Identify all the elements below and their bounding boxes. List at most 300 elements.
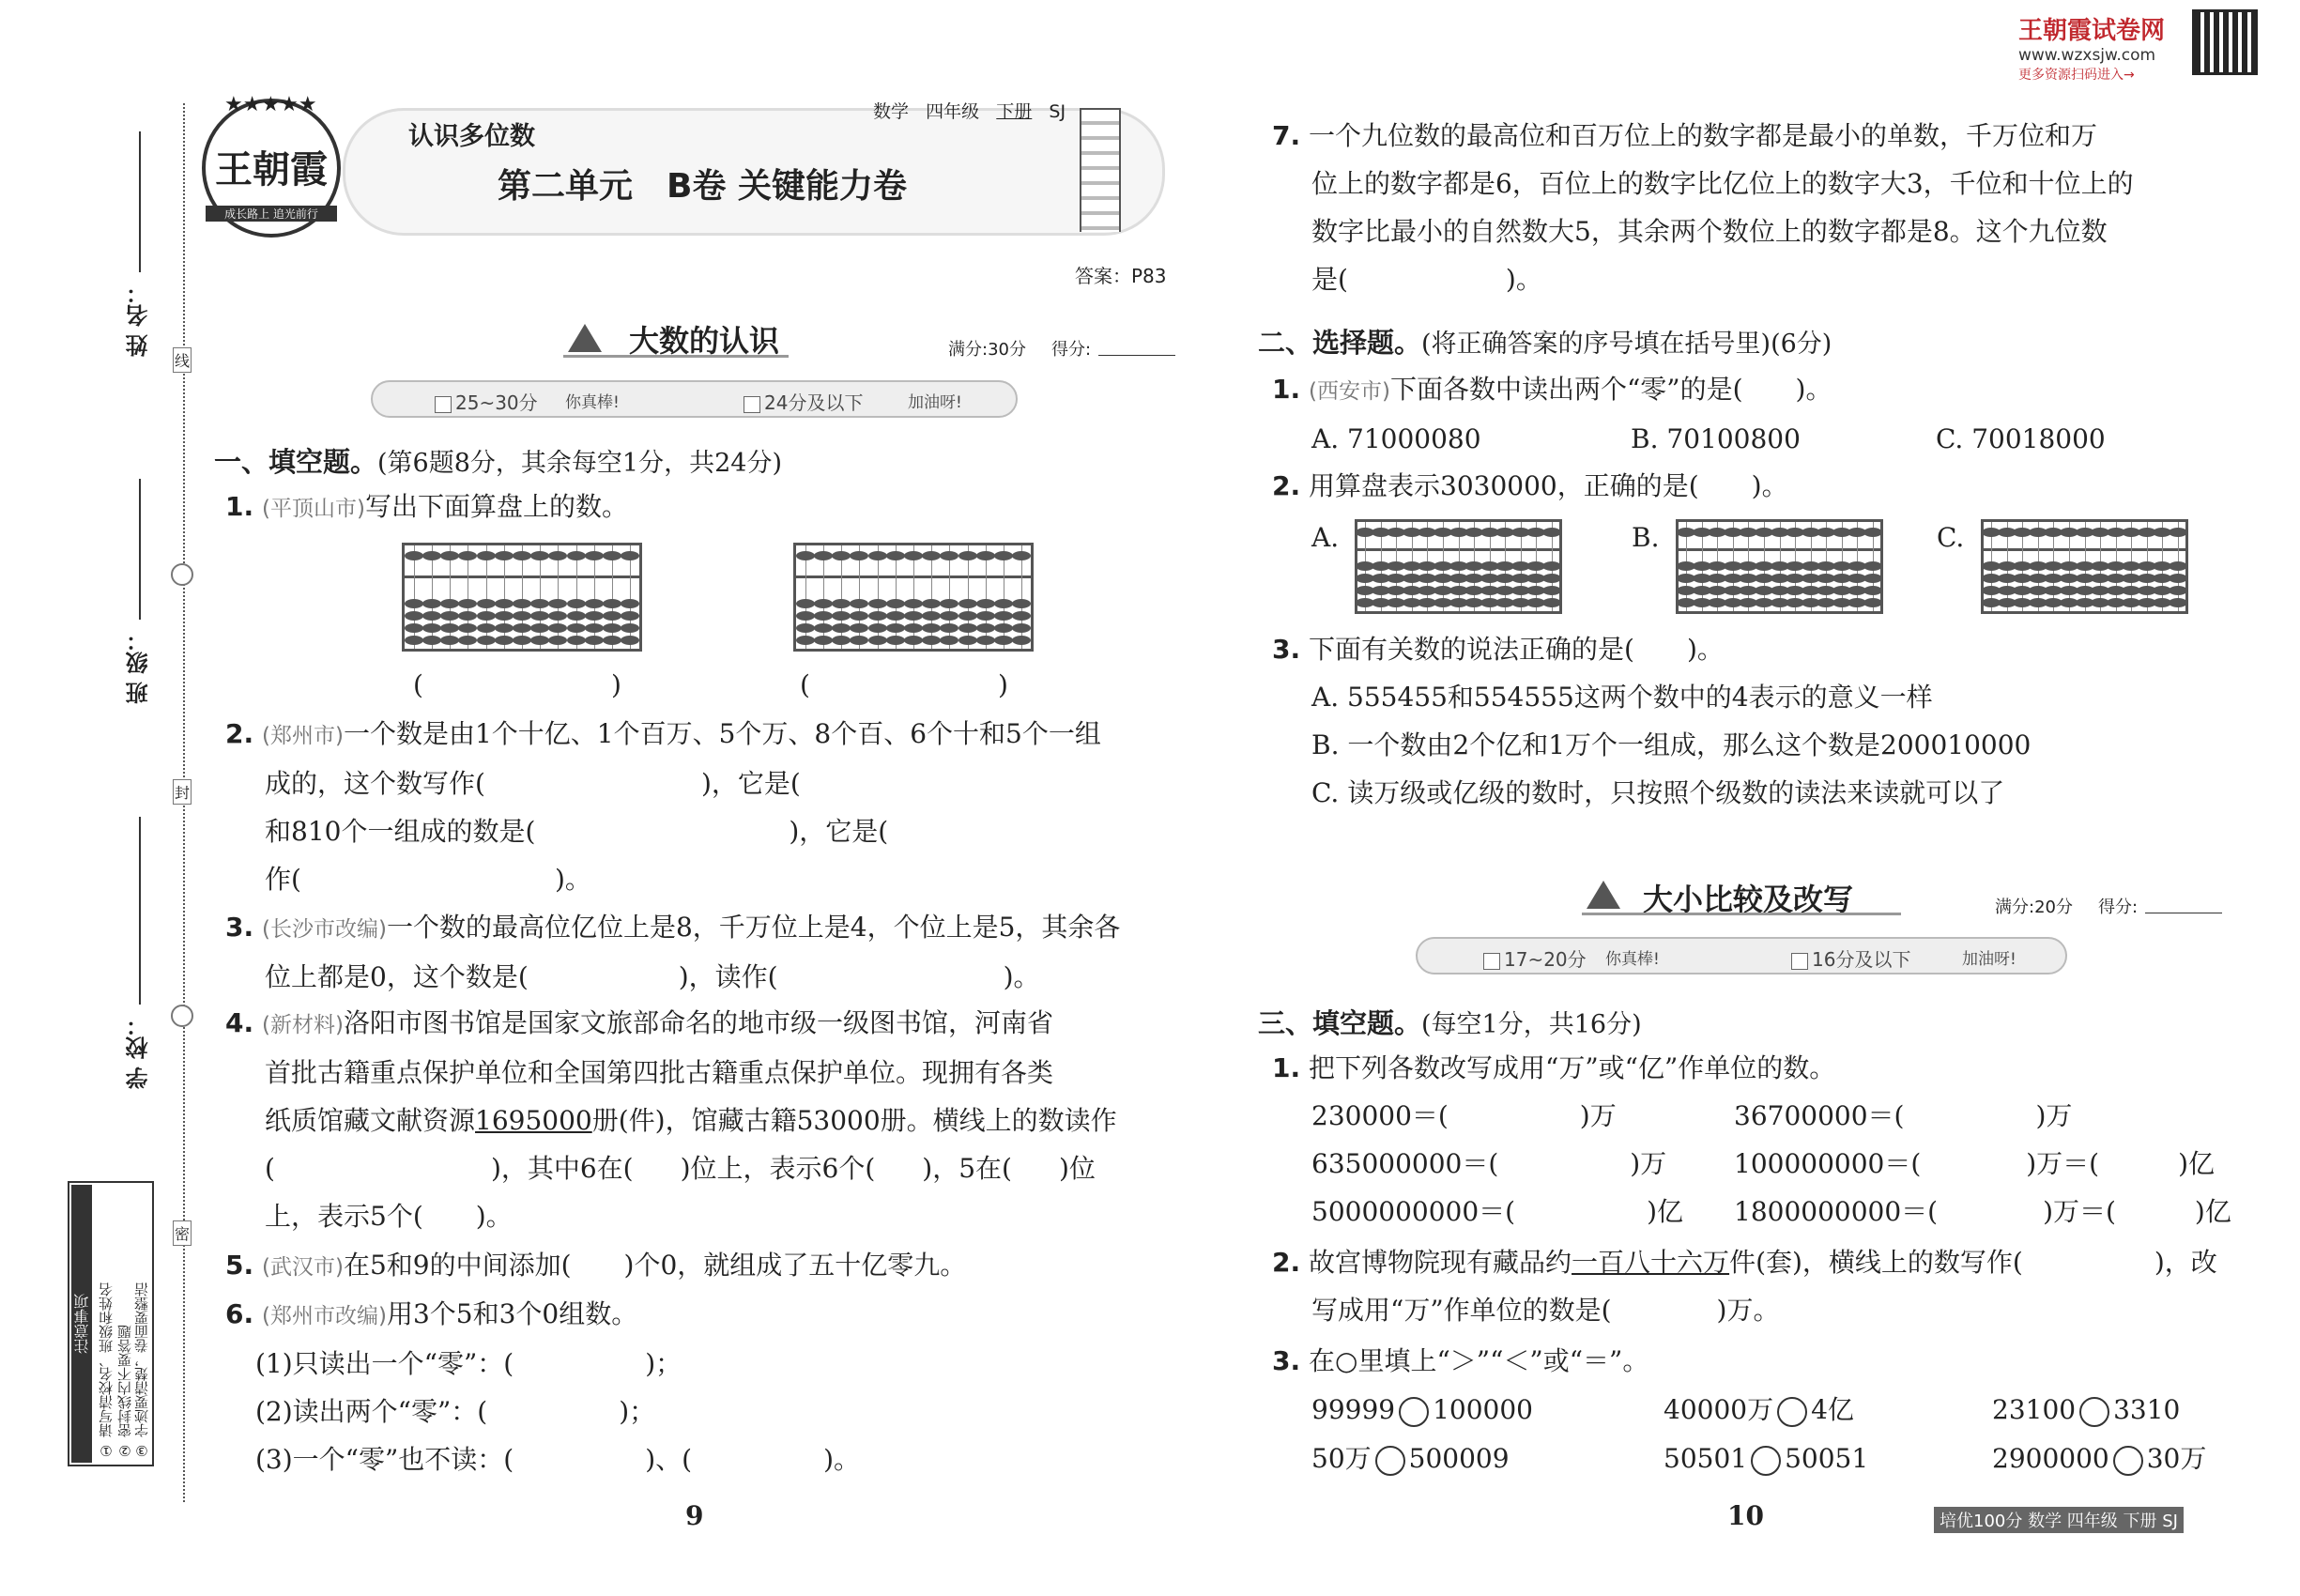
q-text: 用算盘表示3030000，正确的是( )。 (1309, 470, 1788, 501)
logo-badge (202, 93, 341, 238)
abacus-bead (832, 623, 851, 633)
q-text: 位上的数字都是6，百位上的数字比亿位上的数字大3，千位和十位上的 (1311, 168, 2134, 199)
abacus-bead (621, 611, 639, 621)
q-text: 下面各数中读出两个“零”的是( )。 (1389, 374, 1832, 405)
header-tags (873, 98, 1066, 123)
abacus-bead (850, 623, 868, 633)
score-input[interactable] (1098, 355, 1175, 356)
compare-left: 99999 (1311, 1394, 1396, 1425)
abacus-bead (814, 623, 833, 633)
abacus-bead (1542, 598, 1561, 607)
abacus-bead (621, 551, 639, 560)
q-text: 一个九位数的最高位和百万位上的数字都是最小的单数，千万位和万 (1309, 120, 2098, 151)
part3-note: (每空1分，共16分) (1421, 1010, 1642, 1039)
abacus-bead (422, 611, 441, 621)
abacus-bead (886, 623, 905, 633)
abacus-bead (548, 611, 567, 621)
f2 (1272, 1244, 2217, 1329)
abacus-bead (886, 599, 905, 608)
brand-url[interactable]: www.wzxsjw.com (2018, 46, 2156, 65)
abacus-bead (513, 623, 531, 633)
compare-right: 50051 (1785, 1443, 1869, 1474)
checkbox[interactable] (1791, 953, 1808, 970)
q-text: 故宫博物院现有藏品约 (1309, 1247, 1572, 1278)
score-band-pill (371, 380, 1018, 418)
abacus-bead (904, 623, 923, 633)
note-2: ② 密封线内不要答题 (116, 1325, 133, 1459)
abacus-bead (567, 636, 586, 645)
brand-tagline: 更多资源扫码进入→ (2018, 68, 2135, 83)
abacus-bead (832, 636, 851, 645)
page-number-left: 9 (685, 1500, 704, 1531)
abacus-bead (530, 551, 549, 560)
c2-option-b[interactable]: B. (1632, 522, 1660, 553)
tag-grade: 四年级 (926, 101, 980, 122)
abacus-bead (477, 551, 496, 560)
abacus-rod (913, 545, 914, 649)
q-text: )，5在( (922, 1153, 1012, 1184)
abacus-bead (458, 551, 477, 560)
abacus-bead (958, 636, 977, 645)
logo-text: 王朝霞 (215, 147, 328, 192)
page-title: 第二单元 B卷 关键能力卷 (498, 167, 907, 206)
abacus-bead (2169, 586, 2187, 595)
band-b-note: 加油呀! (908, 393, 962, 412)
tag-edition: SJ (1049, 101, 1066, 122)
compare-left: 2900000 (1992, 1443, 2109, 1474)
q1-answer-left[interactable] (413, 667, 621, 704)
rewrite-item[interactable]: 36700000＝( )万 (1734, 1100, 2073, 1131)
abacus-bead (886, 551, 905, 560)
section-underline (563, 355, 789, 358)
abacus-bead (422, 551, 441, 560)
q-text: 一个数的最高位亿位上是8，千万位上是4，个位上是5，其余各 (386, 912, 1121, 943)
abacus-rod (968, 545, 969, 649)
abacus-bead (405, 623, 423, 633)
abacus-bead (1863, 598, 1882, 607)
abacus-rod (612, 545, 613, 649)
abacus-bead (796, 623, 815, 633)
paren-open: ( (413, 669, 423, 700)
abacus-rod (1021, 545, 1022, 649)
abacus-bead (1012, 551, 1031, 560)
part3-heading (1258, 1003, 1642, 1041)
q-text: 成的，这个数写作( (265, 768, 485, 799)
q-text: 册(件)，馆藏古籍53000册。横线上的数读作 (591, 1105, 1117, 1136)
band-b: 24分及以下 (764, 391, 864, 414)
abacus-rod (558, 545, 559, 649)
q-text: )，它是( (700, 768, 801, 799)
abacus-bead (405, 611, 423, 621)
note-3: ③ 字迹要清楚，卷面要整洁 (133, 1282, 150, 1459)
compare-circle[interactable] (2113, 1446, 2143, 1476)
abacus-left (402, 543, 642, 652)
tag-subject: 数学 (873, 101, 910, 122)
abacus-bead (1542, 574, 1561, 583)
abacus-bead (440, 611, 459, 621)
abacus-bead (440, 551, 459, 560)
q4 (225, 1005, 1117, 1235)
qr-code-icon[interactable] (2192, 9, 2258, 75)
logo-stars-icon: ★★★★★ (224, 93, 317, 116)
abacus-bead (585, 551, 604, 560)
abacus-bead (850, 599, 868, 608)
abacus-bead (922, 551, 941, 560)
q-text: 是( )。 (1311, 264, 1542, 295)
abacus-bead (940, 599, 958, 608)
abacus-bead (458, 636, 477, 645)
abacus-bead (477, 623, 496, 633)
abacus-bead (2169, 598, 2187, 607)
abacus-rod (986, 545, 987, 649)
compare-circle[interactable] (1777, 1397, 1807, 1427)
abacus-bead (940, 611, 958, 621)
c2-option-c[interactable]: C. (1937, 522, 1965, 553)
q-number: 1. (225, 491, 254, 522)
abacus-bead (958, 551, 977, 560)
option-b[interactable]: B. 70100800 (1631, 423, 1801, 454)
c2-option-a[interactable]: A. (1311, 522, 1340, 553)
c1 (1272, 371, 2106, 458)
q-text: 和810个一组成的数是( (265, 816, 536, 847)
abacus-bead (1012, 623, 1031, 633)
class-label: 班 级： (126, 629, 152, 705)
abacus-bead (1863, 586, 1882, 595)
abacus-bead (1863, 528, 1882, 537)
abacus-bead (603, 611, 621, 621)
q-text: 下面有关数的说法正确的是( )。 (1309, 634, 1724, 665)
abacus-bead (495, 599, 514, 608)
option-b[interactable]: B. 一个数由2个亿和1万个一组成，那么这个数是200010000 (1311, 729, 2032, 760)
compare-right: 500009 (1408, 1443, 1510, 1474)
q-text: 位上都是0，这个数是( (265, 961, 529, 992)
checkbox[interactable] (435, 396, 452, 413)
abacus-bead (994, 623, 1013, 633)
part1-note: (第6题8分，其余每空1分，共24分) (377, 449, 782, 478)
q-number: 1. (1272, 1052, 1301, 1083)
part2-title: 二、选择题。 (1258, 327, 1422, 359)
abacus-bead (2169, 528, 2187, 537)
rewrite-item[interactable]: 1800000000＝( )万＝( )亿 (1734, 1196, 2231, 1227)
abacus-bead (1542, 586, 1561, 595)
score-band-pill (1416, 937, 2067, 974)
paren-open: ( (800, 669, 810, 700)
abacus-option-a (1355, 519, 1562, 614)
abacus-bead (814, 551, 833, 560)
abacus-bead (603, 599, 621, 608)
abacus-bead (548, 636, 567, 645)
q-number: 6. (225, 1298, 254, 1329)
name-label: 姓 名： (126, 282, 152, 358)
q2 (225, 715, 1101, 898)
school-field-line[interactable] (139, 817, 141, 1005)
notes-title: 注意事项 (71, 1185, 92, 1463)
q-text: )，它是( (789, 816, 889, 847)
q-number: 2. (225, 718, 254, 749)
compare-row-1 (1311, 1391, 2213, 1429)
logo-ribbon: 成长路上 追光前行 (206, 206, 337, 222)
q-source: (郑州市) (262, 724, 344, 748)
score-full: 满分:30分 (948, 340, 1026, 360)
q-source: (长沙市改编) (262, 917, 387, 942)
footer-series: 培优100分 数学 四年级 下册 SJ (1934, 1507, 2184, 1533)
q-text: 纸质馆藏文献资源 (265, 1105, 476, 1136)
q-text: 一个数是由1个十亿、1个百万、5个万、8个百、6个十和5个一组 (343, 718, 1101, 749)
abacus-rod (522, 545, 523, 649)
score-full: 满分:20分 (1995, 898, 2073, 917)
compare-left: 50501 (1664, 1443, 1748, 1474)
school-label: 学 校： (126, 1014, 152, 1090)
q-text: )，其中6在( (490, 1153, 634, 1184)
abacus-bead (422, 623, 441, 633)
abacus-bead (1012, 611, 1031, 621)
abacus-bead (477, 636, 496, 645)
q-number: 2. (1272, 1247, 1301, 1278)
abacus-rod (432, 545, 433, 649)
abacus-bead (922, 611, 941, 621)
band-b: 16分及以下 (1812, 948, 1911, 971)
q-number: 3. (225, 912, 254, 943)
abacus-bead (585, 636, 604, 645)
q1 (225, 488, 628, 528)
abacus-bead (904, 611, 923, 621)
abacus-rod (504, 545, 505, 649)
abacus-bead (548, 599, 567, 608)
q-number: 1. (1272, 374, 1301, 405)
seal-mark-xian: 线 (173, 347, 192, 373)
option-a[interactable]: A. 555455和554555这两个数中的4表示的意义一样 (1311, 682, 1933, 713)
option-c[interactable]: C. 读万级或亿级的数时，只按照个级数的读法来读就可以了 (1311, 777, 2005, 808)
q-number: 2. (1272, 470, 1301, 501)
lighthouse-icon (1080, 108, 1121, 232)
abacus-bead (2169, 574, 2187, 583)
sailboat-icon (1587, 881, 1620, 909)
seal-mark-mi: 密 (173, 1220, 192, 1246)
abacus-bead (1012, 599, 1031, 608)
q-text: )位上，表示6个( (680, 1153, 876, 1184)
abacus-bead (567, 623, 586, 633)
abacus-bead (495, 551, 514, 560)
abacus-bead (994, 636, 1013, 645)
abacus-bead (477, 599, 496, 608)
abacus-bead (868, 623, 887, 633)
q-text: )，读作( (678, 961, 778, 992)
abacus-bead (994, 611, 1013, 621)
part1-heading (214, 441, 782, 480)
abacus-bead (976, 611, 995, 621)
abacus-bead (850, 551, 868, 560)
abacus-bead (832, 599, 851, 608)
compare-right: 3310 (2113, 1394, 2181, 1425)
abacus-bead (530, 611, 549, 621)
abacus-bead (1542, 528, 1561, 537)
q6-sub1: (1)只读出一个“零”：( )； (255, 1348, 682, 1379)
q3 (225, 909, 1120, 996)
compare-circle[interactable] (1375, 1446, 1405, 1476)
score-label: 得分: (2098, 898, 2139, 917)
abacus-bead (796, 636, 815, 645)
score-label: 得分: (1051, 340, 1092, 360)
abacus-bead (440, 599, 459, 608)
abacus-bead (958, 611, 977, 621)
section-title-big-numbers: 大数的认识 (629, 323, 780, 359)
answer-ref: 答案：P83 (1075, 265, 1167, 287)
abacus-bead (850, 636, 868, 645)
abacus-bead (832, 551, 851, 560)
section-underline (1582, 913, 1901, 915)
q-text: ( (265, 1153, 275, 1184)
q-text: 数字比最小的自然数大5，其余两个数位上的数字都是8。这个九位数 (1311, 216, 2108, 247)
brand-name: 王朝霞试卷网 (2018, 17, 2166, 45)
underlined-number: 一百八十六万 (1572, 1247, 1730, 1278)
abacus-bead (2169, 561, 2187, 571)
rewrite-item[interactable]: 5000000000＝( )亿 (1311, 1196, 1683, 1227)
abacus-bead (994, 551, 1013, 560)
f3 (1272, 1343, 1648, 1380)
abacus-rod (878, 545, 879, 649)
compare-row-2 (1311, 1440, 2213, 1478)
paren-close: ) (610, 669, 621, 700)
q-text: 把下列各数改写成用“万”或“亿”作单位的数。 (1309, 1052, 1836, 1083)
abacus-bead (976, 623, 995, 633)
abacus-rod (450, 545, 451, 649)
compare-circle[interactable] (1751, 1446, 1781, 1476)
abacus-bead (904, 599, 923, 608)
abacus-bead (513, 551, 531, 560)
class-field-line[interactable] (139, 479, 141, 620)
seal-mark-feng: 封 (173, 779, 192, 805)
abacus-bead (904, 636, 923, 645)
section-title-compare: 大小比较及改写 (1643, 882, 1854, 917)
abacus-bead (530, 623, 549, 633)
q-number: 4. (225, 1007, 254, 1038)
q-text: )。 (554, 864, 591, 895)
abacus-bead (422, 599, 441, 608)
underlined-number: 1695000 (475, 1105, 592, 1136)
abacus-bead (994, 599, 1013, 608)
abacus-bead (814, 611, 833, 621)
abacus-bead (495, 623, 514, 633)
q-source: (西安市) (1309, 379, 1390, 404)
abacus-rod (949, 545, 950, 649)
abacus-rod (414, 545, 415, 649)
band-a-note: 你真棒! (1605, 950, 1660, 969)
abacus-bead (796, 599, 815, 608)
abacus-bead (567, 599, 586, 608)
abacus-rod (576, 545, 577, 649)
part2-note: (将正确答案的序号填在括号里)(6分) (1421, 330, 1832, 359)
abacus-bead (868, 599, 887, 608)
abacus-bead (868, 636, 887, 645)
abacus-bead (1863, 561, 1882, 571)
q-text: 作( (265, 864, 301, 895)
abacus-bead (922, 623, 941, 633)
abacus-bead (868, 551, 887, 560)
abacus-bead (585, 623, 604, 633)
q-text: )。 (1003, 961, 1040, 992)
name-field-line[interactable] (139, 131, 141, 272)
compare-circle[interactable] (1399, 1397, 1429, 1427)
abacus-bead (1012, 636, 1031, 645)
option-a[interactable]: A. 71000080 (1311, 423, 1481, 454)
rewrite-item[interactable]: 230000＝( )万 (1311, 1100, 1617, 1131)
compare-right: 4亿 (1811, 1394, 1854, 1425)
compare-left: 40000万 (1664, 1394, 1774, 1425)
abacus-bead (548, 623, 567, 633)
q-source: (平顶山市) (262, 497, 365, 521)
abacus-rod (859, 545, 860, 649)
paren-close: ) (997, 669, 1008, 700)
abacus-bead (1863, 574, 1882, 583)
abacus-bead (422, 636, 441, 645)
brand-block (2018, 11, 2197, 84)
abacus-bead (976, 636, 995, 645)
checkbox[interactable] (744, 396, 760, 413)
compare-circle[interactable] (2079, 1397, 2109, 1427)
abacus-rod (896, 545, 897, 649)
abacus-bead (886, 611, 905, 621)
q-source: (新材料) (262, 1013, 344, 1037)
sailboat-icon (568, 324, 602, 352)
q-text: 写出下面算盘上的数。 (364, 491, 628, 522)
abacus-rod (805, 545, 806, 649)
abacus-bead (832, 611, 851, 621)
q7 (1272, 117, 2134, 299)
q6-sub2: (2)读出两个“零”：( )； (255, 1396, 656, 1427)
q6-sub3: (3)一个“零”也不读：( )、( )。 (255, 1444, 860, 1475)
abacus-rod (594, 545, 595, 649)
abacus-bead (814, 636, 833, 645)
compare-left: 50万 (1311, 1443, 1372, 1474)
q-number: 7. (1272, 120, 1301, 151)
seal-circle-icon (171, 1005, 193, 1027)
abacus-bead (868, 611, 887, 621)
band-b-note: 加油呀! (1962, 950, 2016, 969)
q-text: 在5和9的中间添加( )个0，就组成了五十亿零九。 (343, 1250, 967, 1281)
c3 (1272, 631, 2031, 812)
abacus-bead (603, 551, 621, 560)
q5 (225, 1247, 966, 1286)
abacus-rod (630, 545, 631, 649)
band-a: 25~30分 (455, 391, 538, 414)
checkbox[interactable] (1483, 953, 1500, 970)
note-1: ① 请写清校名、班级和姓名 (98, 1282, 115, 1459)
compare-left: 23100 (1992, 1394, 2077, 1425)
rewrite-item[interactable]: 100000000＝( )万＝( )亿 (1734, 1148, 2216, 1179)
abacus-bead (796, 611, 815, 621)
abacus-option-b (1676, 519, 1883, 614)
q-text: 上，表示5个( )。 (265, 1201, 513, 1232)
abacus-right (793, 543, 1034, 652)
page-number-right: 10 (1727, 1500, 1764, 1531)
q-text: 用3个5和3个0组数。 (386, 1298, 638, 1329)
abacus-bead (796, 551, 815, 560)
q-text: 洛阳市图书馆是国家文旅部命名的地市级一级图书馆，河南省 (343, 1007, 1053, 1038)
abacus-bead (458, 623, 477, 633)
abacus-bead (621, 636, 639, 645)
abacus-bead (814, 599, 833, 608)
compare-right: 100000 (1433, 1394, 1533, 1425)
abacus-bead (405, 599, 423, 608)
abacus-bead (513, 599, 531, 608)
abacus-bead (621, 623, 639, 633)
abacus-bead (530, 599, 549, 608)
abacus-bead (976, 599, 995, 608)
abacus-bead (603, 636, 621, 645)
rewrite-item[interactable]: 635000000＝( )万 (1311, 1148, 1667, 1179)
option-c[interactable]: C. 70018000 (1936, 423, 2106, 454)
q1-answer-right[interactable] (800, 667, 1008, 704)
